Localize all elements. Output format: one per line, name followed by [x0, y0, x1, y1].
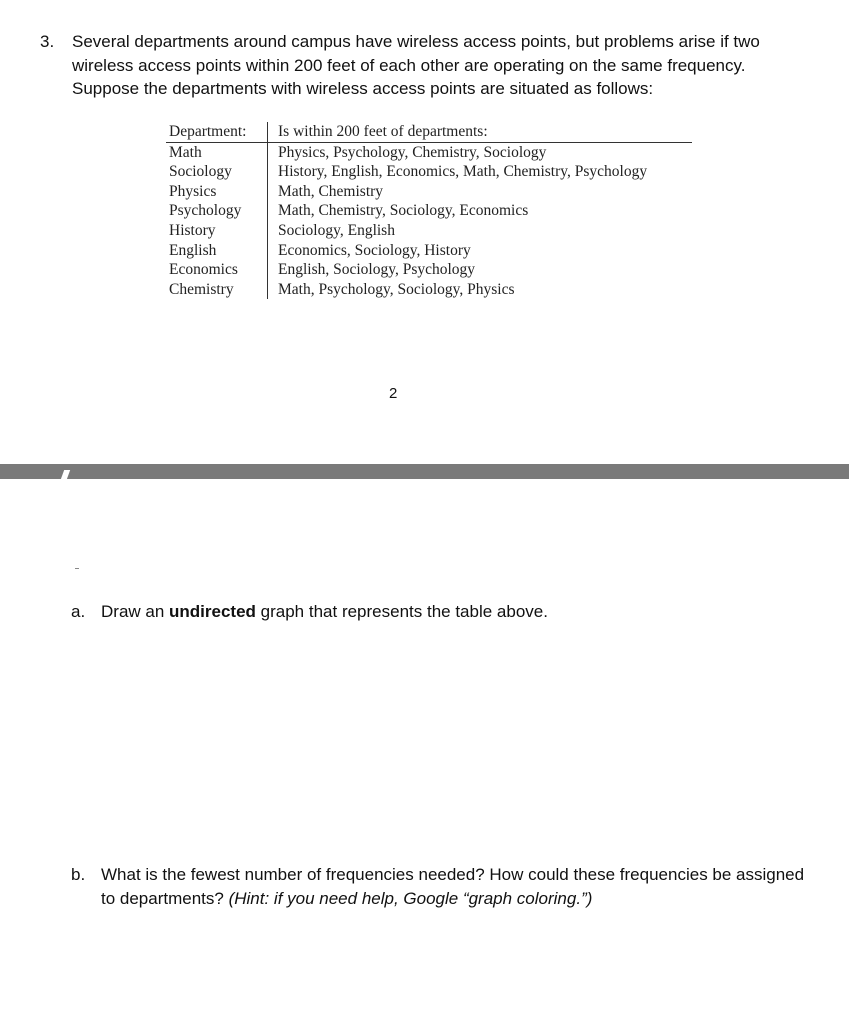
table-cell-nearby: Economics, Sociology, History: [278, 241, 471, 259]
question-part-b: [71, 863, 811, 911]
table-cell-department: Math: [166, 143, 268, 163]
table-cell-department: Chemistry: [166, 280, 268, 300]
part-b-label: b.: [71, 865, 86, 884]
table-cell-department: Psychology: [166, 201, 268, 221]
table-row: [166, 221, 692, 241]
table-cell-nearby: Math, Chemistry: [278, 182, 384, 200]
table-cell-nearby: Math, Psychology, Sociology, Physics: [278, 280, 515, 298]
header-within-200ft: Is within 200 feet of departments:: [278, 123, 488, 140]
table-cell-department: Sociology: [166, 162, 268, 182]
page-break-divider: [0, 464, 849, 479]
table-cell-department: English: [166, 241, 268, 261]
table-cell-nearby: Sociology, English: [278, 221, 395, 239]
table-row: [166, 260, 692, 280]
question-part-a: [71, 600, 811, 624]
part-a-text: [101, 600, 811, 624]
part-a-text-post: graph that represents the table above.: [255, 602, 548, 621]
table-cell-nearby: History, English, Economics, Math, Chemistry, Psychology: [278, 163, 648, 181]
table-cell-nearby: English, Sociology, Psychology: [278, 261, 476, 279]
problem-number: 3.: [40, 32, 55, 51]
part-a-label: a.: [71, 602, 86, 621]
part-a-emphasis: undirected: [169, 602, 256, 621]
table-row: [166, 280, 692, 300]
department-table: [166, 122, 692, 299]
stray-mark: [75, 568, 79, 569]
table-cell-department: History: [166, 221, 268, 241]
part-a-text-pre: Draw an: [101, 602, 170, 621]
table-row: [166, 143, 692, 163]
table-row: [166, 201, 692, 221]
header-department: Department:: [166, 122, 268, 142]
table-row: [166, 241, 692, 261]
table-cell-nearby: Math, Chemistry, Sociology, Economics: [278, 202, 529, 220]
table-cell-department: Physics: [166, 182, 268, 202]
part-b-question: What is the fewest number of frequencies needed? How could these frequencies be assigned to departments?: [101, 865, 805, 908]
table-row: [166, 182, 692, 202]
part-b-text: [101, 863, 811, 911]
part-b-hint: (Hint: if you need help, Google “graph coloring.”): [228, 889, 593, 908]
table-cell-department: Economics: [166, 260, 268, 280]
problem-3: [40, 30, 800, 101]
page-number: 2: [389, 385, 398, 402]
table-header: [166, 122, 692, 143]
problem-text: Several departments around campus have wireless access points, but problems arise if two wireless access points within 200 feet of each other are operating on the same frequency. Suppose the departments with wireless access points are situated as follows:: [72, 32, 760, 98]
table-row: [166, 162, 692, 182]
table-cell-nearby: Physics, Psychology, Chemistry, Sociology: [278, 143, 547, 161]
scroll-mark-icon: [60, 470, 70, 482]
